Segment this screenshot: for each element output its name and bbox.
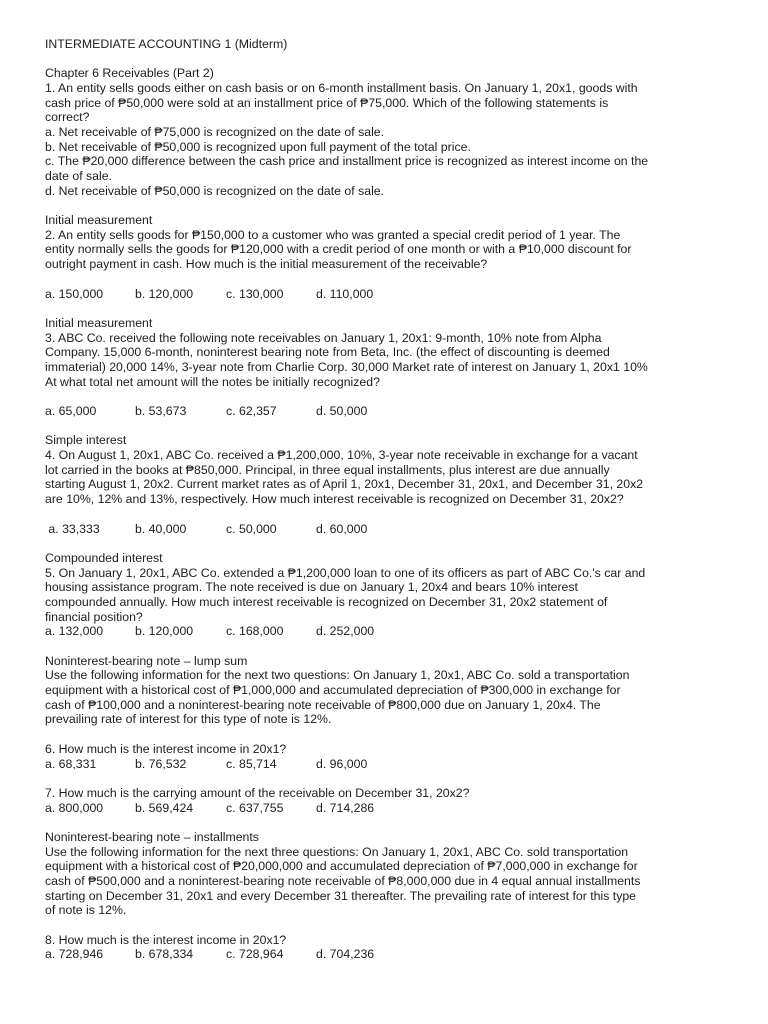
question-text: 3. ABC Co. received the following note receivables on January 1, 20x1: 9-month, 10% note from Alpha bbox=[45, 330, 602, 345]
answer-choices bbox=[45, 287, 734, 302]
choice-d: d. 50,000 bbox=[316, 404, 368, 418]
choice-d: d. 704,236 bbox=[316, 947, 375, 962]
choice-d: d. 60,000 bbox=[316, 521, 368, 536]
section-text: Use the following information for the next two questions: On January 1, 20x1, ABC Co. sold a transportation bbox=[45, 668, 630, 683]
document-title: INTERMEDIATE ACCOUNTING 1 (Midterm) bbox=[45, 37, 288, 51]
section-text: equipment with a historical cost of ₱1,000,000 and accumulated depreciation of ₱300,000 in exchange for bbox=[45, 683, 621, 698]
question-text: lot carried in the books at ₱850,000. Principal, in three equal installments, plus interest are due annually bbox=[45, 462, 610, 477]
chapter-heading: Chapter 6 Receivables (Part 2) bbox=[45, 66, 214, 81]
question-text: 7. How much is the carrying amount of the receivable on December 31, 20x2? bbox=[45, 785, 470, 800]
question-text: outright payment in cash. How much is the initial measurement of the receivable? bbox=[45, 257, 488, 272]
choice-a: a. 132,000 bbox=[45, 624, 104, 639]
choice-d: d. 110,000 bbox=[316, 286, 374, 301]
question-4 bbox=[45, 433, 734, 536]
section-text: starting on December 31, 20x1 and every December 31 thereafter. The prevailing rate of interest for this type bbox=[45, 888, 637, 903]
answer-choices bbox=[45, 624, 734, 639]
choice-a: a. Net receivable of ₱75,000 is recognized on the date of sale. bbox=[45, 124, 385, 139]
section-heading: Compounded interest bbox=[45, 550, 163, 565]
question-text: At what total net amount will the notes be initially recognized? bbox=[45, 374, 380, 389]
choice-b: b. 53,673 bbox=[135, 404, 187, 418]
choice-d: d. 96,000 bbox=[316, 756, 368, 771]
choice-a: a. 65,000 bbox=[45, 404, 97, 418]
choice-c: c. 85,714 bbox=[226, 756, 277, 771]
question-text: 2. An entity sells goods for ₱150,000 to a customer who was granted a special credit period of 1 year. The bbox=[45, 227, 621, 242]
choice-c-continued: date of sale. bbox=[45, 169, 112, 183]
question-7 bbox=[45, 786, 734, 815]
question-5 bbox=[45, 551, 734, 639]
question-6 bbox=[45, 742, 734, 771]
answer-choices bbox=[45, 757, 734, 772]
section-text: cash of ₱500,000 and a noninterest-bearing note receivable of ₱8,000,000 due in 4 equal annual installments bbox=[45, 874, 641, 888]
question-text: 4. On August 1, 20x1, ABC Co. received a ₱1,200,000, 10%, 3-year note receivable in exchange for a vacant bbox=[45, 448, 638, 463]
question-text: are 10%, 12% and 13%, respectively. How much interest receivable is recognized on December 31, 20x2? bbox=[45, 492, 624, 507]
choice-c: c. 50,000 bbox=[226, 521, 277, 536]
choice-a: a. 800,000 bbox=[45, 800, 104, 815]
choice-c: c. 637,755 bbox=[226, 800, 284, 815]
choice-c: c. 62,357 bbox=[226, 404, 277, 418]
question-3 bbox=[45, 316, 734, 419]
question-8 bbox=[45, 933, 734, 962]
choice-c: c. 130,000 bbox=[226, 286, 284, 301]
question-text: 6. How much is the interest income in 20x1? bbox=[45, 741, 287, 756]
answer-choices bbox=[45, 801, 734, 816]
question-text: Company. 15,000 6-month, noninterest bearing note from Beta, Inc. (the effect of discounting is deemed bbox=[45, 345, 610, 360]
question-text: financial position? bbox=[45, 609, 143, 624]
choice-b: b. 678,334 bbox=[135, 947, 194, 962]
question-text: 8. How much is the interest income in 20x1? bbox=[45, 932, 287, 947]
choice-a: a. 150,000 bbox=[45, 286, 104, 301]
question-text: compounded annually. How much interest receivable is recognized on December 31, 20x2 statement of bbox=[45, 594, 608, 609]
question-text: 1. An entity sells goods either on cash basis or on 6-month installment basis. On January 1, 20x1, goods with bbox=[45, 80, 638, 95]
section-text: prevailing rate of interest for this type of note is 12%. bbox=[45, 712, 332, 727]
question-text: starting August 1, 20x2. Current market rates as of April 1, 20x1, December 31, 20x1, and December 31, 20x2 bbox=[45, 477, 644, 492]
question-text: correct? bbox=[45, 110, 90, 125]
question-text: immaterial) 20,000 14%, 3-year note from Charlie Corp. 30,000 Market rate of interest on January 1, 20x1 10% bbox=[45, 359, 648, 374]
choice-a: a. 33,333 bbox=[45, 521, 100, 536]
answer-choices bbox=[45, 404, 734, 419]
choice-b: b. 40,000 bbox=[135, 521, 187, 536]
section-installments bbox=[45, 830, 734, 918]
choice-b: b. 569,424 bbox=[135, 800, 194, 815]
choice-c: c. The ₱20,000 difference between the cash price and installment price is recognized as interest income on the bbox=[45, 154, 649, 169]
answer-choices bbox=[45, 947, 734, 962]
section-lump-sum bbox=[45, 654, 734, 727]
answer-choices bbox=[45, 522, 734, 537]
choice-c: c. 728,964 bbox=[226, 947, 284, 962]
choice-d: d. 252,000 bbox=[316, 624, 375, 639]
choice-d: d. Net receivable of ₱50,000 is recognized on the date of sale. bbox=[45, 183, 385, 198]
question-2 bbox=[45, 213, 734, 301]
choice-b: b. 76,532 bbox=[135, 756, 187, 771]
section-heading: Noninterest-bearing note – lump sum bbox=[45, 653, 248, 668]
question-text: 5. On January 1, 20x1, ABC Co. extended a ₱1,200,000 loan to one of its officers as part of ABC Co.'s car and bbox=[45, 565, 646, 580]
section-heading: Initial measurement bbox=[45, 315, 153, 330]
section-text: equipment with a historical cost of ₱20,000,000 and accumulated depreciation of ₱7,000,000 in exchange for bbox=[45, 859, 638, 874]
question-text: entity normally sells the goods for ₱120,000 with a credit period of one month or with a ₱10,000 discount for bbox=[45, 242, 632, 257]
question-text: cash price of ₱50,000 were sold at an installment price of ₱75,000. Which of the following statements is bbox=[45, 95, 609, 110]
choice-d: d. 714,286 bbox=[316, 800, 375, 815]
section-text: of note is 12%. bbox=[45, 903, 127, 918]
choice-a: a. 728,946 bbox=[45, 947, 104, 962]
section-text: cash of ₱100,000 and a noninterest-bearing note receivable of ₱800,000 due on January 1, 20x4. The bbox=[45, 697, 601, 712]
choice-c: c. 168,000 bbox=[226, 624, 284, 639]
choice-b: b. Net receivable of ₱50,000 is recognized upon full payment of the total price. bbox=[45, 139, 471, 154]
section-text: Use the following information for the next three questions: On January 1, 20x1, ABC Co. sold transportation bbox=[45, 844, 629, 859]
question-1 bbox=[45, 81, 734, 199]
section-heading: Simple interest bbox=[45, 433, 127, 448]
section-heading: Initial measurement bbox=[45, 213, 153, 228]
section-heading: Noninterest-bearing note – installments bbox=[45, 829, 259, 844]
choice-b: b. 120,000 bbox=[135, 286, 194, 301]
choice-a: a. 68,331 bbox=[45, 756, 97, 771]
choice-b: b. 120,000 bbox=[135, 624, 194, 639]
question-text: housing assistance program. The note received is due on January 1, 20x4 and bears 10% interest bbox=[45, 580, 578, 595]
